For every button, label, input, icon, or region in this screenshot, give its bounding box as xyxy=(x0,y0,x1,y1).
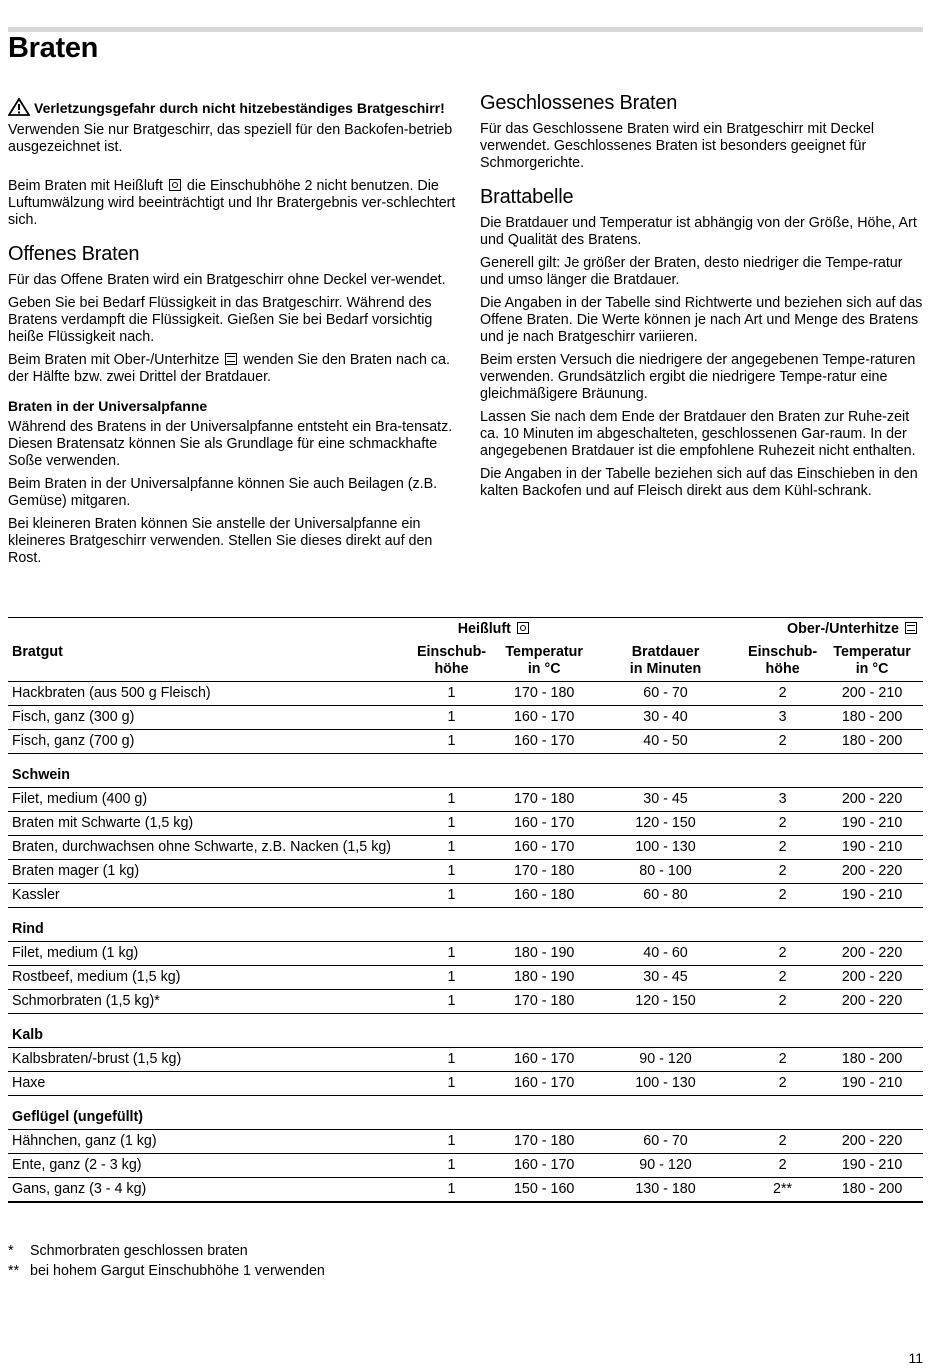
cell-item: Fisch, ganz (300 g) xyxy=(8,706,402,730)
cell-t1: 180 - 190 xyxy=(501,942,587,966)
cell-time: 40 - 50 xyxy=(587,730,744,754)
cell-l2: 2 xyxy=(744,966,821,990)
cell-t1: 160 - 170 xyxy=(501,1154,587,1178)
cell-t1: 160 - 170 xyxy=(501,812,587,836)
section-label: Kalb xyxy=(8,1014,923,1048)
page-title: Braten xyxy=(8,32,99,64)
open-p1: Für das Offene Braten wird ein Bratgeschirr ohne Deckel ver-wendet. xyxy=(8,272,446,288)
hot-air-fan-icon xyxy=(169,179,181,191)
cell-t1: 150 - 160 xyxy=(501,1178,587,1203)
table-p2: Generell gilt: Je größer der Braten, desto niedriger die Tempe-ratur und umso länger die Bratdauer. xyxy=(480,255,903,288)
cell-time: 60 - 70 xyxy=(587,1130,744,1154)
page-number: 11 xyxy=(908,1350,923,1366)
table-row xyxy=(8,1178,923,1203)
cell-item: Filet, medium (400 g) xyxy=(8,788,402,812)
cell-t2: 200 - 220 xyxy=(821,788,923,812)
table-row xyxy=(8,730,923,754)
left-column xyxy=(8,92,458,573)
cell-time: 60 - 80 xyxy=(587,884,744,908)
warning-title: Verletzungsgefahr durch nicht hitzebeständiges Bratgeschirr! xyxy=(34,100,445,116)
cell-time: 120 - 150 xyxy=(587,990,744,1014)
cell-l2: 2 xyxy=(744,1072,821,1096)
open-p3 xyxy=(8,352,458,386)
cell-l1: 1 xyxy=(402,966,502,990)
cell-time: 130 - 180 xyxy=(587,1178,744,1203)
cell-t2: 200 - 220 xyxy=(821,966,923,990)
cell-t1: 170 - 180 xyxy=(501,990,587,1014)
cell-t2: 200 - 220 xyxy=(821,990,923,1014)
warning xyxy=(8,98,458,120)
cell-t1: 160 - 170 xyxy=(501,706,587,730)
cell-l1: 1 xyxy=(402,836,502,860)
table-row xyxy=(8,1072,923,1096)
cell-t1: 160 - 180 xyxy=(501,884,587,908)
table-p4: Beim ersten Versuch die niedrigere der angegebenen Tempe-raturen verwenden. Grundsätzlich ergibt die niedrigere Tempe-ratur eine gleichmäßigere Bräunung. xyxy=(480,352,916,402)
cell-item: Hackbraten (aus 500 g Fleisch) xyxy=(8,682,402,706)
cell-l2: 2 xyxy=(744,1154,821,1178)
cell-time: 100 - 130 xyxy=(587,1072,744,1096)
table-p3: Die Angaben in der Tabelle sind Richtwerte und beziehen sich auf das Offene Braten. Die Werte können je nach Art und Menge des Bratens und je nach Bratgeschirr variieren. xyxy=(480,295,923,345)
cell-l2: 2 xyxy=(744,1048,821,1072)
pan-p2: Beim Braten in der Universalpfanne können Sie auch Beilagen (z.B. Gemüse) mitgaren. xyxy=(8,476,438,509)
cell-t1: 180 - 190 xyxy=(501,966,587,990)
table-p5: Lassen Sie nach dem Ende der Bratdauer den Braten zur Ruhe-zeit ca. 10 Minuten im abgeschalteten, geschlossenen Gar-raum. In der angegebenen Bratdauer ist die empfohlene Ruhezeit nicht enthalten. xyxy=(480,409,916,459)
cell-t2: 190 - 210 xyxy=(821,812,923,836)
table-p1: Die Bratdauer und Temperatur ist abhängig von der Größe, Höhe, Art und Qualität des Bratens. xyxy=(480,215,917,248)
group-header-topbottom xyxy=(744,618,923,642)
table-row xyxy=(8,812,923,836)
cell-l1: 1 xyxy=(402,730,502,754)
section-row xyxy=(8,908,923,942)
cell-item: Braten, durchwachsen ohne Schwarte, z.B. Nacken (1,5 kg) xyxy=(8,836,402,860)
heading-closed-roasting: Geschlossenes Braten xyxy=(480,92,678,114)
cell-item: Kassler xyxy=(8,884,402,908)
top-bottom-heat-icon xyxy=(905,622,917,634)
cell-l2: 2 xyxy=(744,942,821,966)
hotair-paragraph xyxy=(8,178,458,229)
cell-l1: 1 xyxy=(402,1048,502,1072)
cell-t2: 190 - 210 xyxy=(821,1154,923,1178)
open-p3-b: wenden Sie den Braten nach ca. der Hälfte bzw. zwei Drittel der Bratdauer. xyxy=(8,352,450,385)
table-row xyxy=(8,966,923,990)
cell-l2: 3 xyxy=(744,788,821,812)
col-header-item: Bratgut xyxy=(8,641,402,682)
cell-item: Filet, medium (1 kg) xyxy=(8,942,402,966)
group-topbottom-label: Ober-/Unterhitze xyxy=(787,621,900,637)
cell-t1: 170 - 180 xyxy=(501,860,587,884)
table-row xyxy=(8,788,923,812)
cell-l2: 2 xyxy=(744,836,821,860)
warning-text: Verwenden Sie nur Bratgeschirr, das speziell für den Backofen-betrieb ausgezeichnet ist. xyxy=(8,122,453,155)
cell-t2: 200 - 210 xyxy=(821,682,923,706)
heading-open-roasting: Offenes Braten xyxy=(8,243,140,265)
cell-l1: 1 xyxy=(402,682,502,706)
col-header-temp-hotair: Temperatur in °C xyxy=(501,641,587,682)
open-p2: Geben Sie bei Bedarf Flüssigkeit in das Bratgeschirr. Während des Bratens verdampft die Flüssigkeit. Gießen Sie bei Bedarf vorsichtig heiße Flüssigkeit nach. xyxy=(8,295,433,345)
cell-t2: 180 - 200 xyxy=(821,1178,923,1203)
table-row xyxy=(8,1048,923,1072)
cell-t2: 200 - 220 xyxy=(821,942,923,966)
cell-time: 40 - 60 xyxy=(587,942,744,966)
cell-item: Braten mager (1 kg) xyxy=(8,860,402,884)
cell-item: Schmorbraten (1,5 kg)* xyxy=(8,990,402,1014)
cell-item: Haxe xyxy=(8,1072,402,1096)
cell-time: 30 - 45 xyxy=(587,966,744,990)
group-header-hotair xyxy=(402,618,587,642)
cell-t1: 170 - 180 xyxy=(501,682,587,706)
section-row xyxy=(8,1096,923,1130)
table-row xyxy=(8,990,923,1014)
cell-t1: 160 - 170 xyxy=(501,1048,587,1072)
cell-l1: 1 xyxy=(402,1154,502,1178)
table-row xyxy=(8,884,923,908)
cell-l1: 1 xyxy=(402,990,502,1014)
pan-p1: Während des Bratens in der Universalpfanne entsteht ein Bra-tensatz. Diesen Bratensatz können Sie als Grundlage für eine schmackhafte Soße verwenden. xyxy=(8,419,453,469)
section-label: Geflügel (ungefüllt) xyxy=(8,1096,923,1130)
table-row xyxy=(8,942,923,966)
table-row xyxy=(8,1154,923,1178)
cell-l2: 2 xyxy=(744,884,821,908)
right-column xyxy=(480,92,925,506)
cell-item: Kalbsbraten/-brust (1,5 kg) xyxy=(8,1048,402,1072)
heading-universal-pan: Braten in der Universalpfanne xyxy=(8,398,208,414)
col-header-level-hotair: Einschub- höhe xyxy=(402,641,502,682)
cell-l2: 2** xyxy=(744,1178,821,1203)
top-bottom-heat-icon xyxy=(225,353,237,365)
cell-item: Hähnchen, ganz (1 kg) xyxy=(8,1130,402,1154)
cell-t1: 160 - 170 xyxy=(501,730,587,754)
cell-l2: 2 xyxy=(744,990,821,1014)
cell-l1: 1 xyxy=(402,788,502,812)
cell-l2: 2 xyxy=(744,860,821,884)
cell-l1: 1 xyxy=(402,706,502,730)
cell-l1: 1 xyxy=(402,1130,502,1154)
cell-l2: 2 xyxy=(744,1130,821,1154)
roasting-table xyxy=(8,617,923,1203)
table-row xyxy=(8,682,923,706)
cell-l1: 1 xyxy=(402,884,502,908)
table-body xyxy=(8,682,923,1203)
cell-t2: 180 - 200 xyxy=(821,706,923,730)
cell-l2: 2 xyxy=(744,812,821,836)
col-header-level-topbottom: Einschub- höhe xyxy=(744,641,821,682)
hot-air-fan-icon xyxy=(517,622,529,634)
cell-time: 80 - 100 xyxy=(587,860,744,884)
cell-time: 100 - 130 xyxy=(587,836,744,860)
cell-t2: 180 - 200 xyxy=(821,1048,923,1072)
cell-item: Fisch, ganz (700 g) xyxy=(8,730,402,754)
top-rule xyxy=(8,27,923,32)
cell-item: Gans, ganz (3 - 4 kg) xyxy=(8,1178,402,1203)
group-hotair-label: Heißluft xyxy=(457,621,511,637)
col-header-duration: Bratdauer in Minuten xyxy=(587,641,744,682)
cell-t2: 190 - 210 xyxy=(821,1072,923,1096)
cell-l2: 2 xyxy=(744,682,821,706)
cell-time: 90 - 120 xyxy=(587,1154,744,1178)
cell-t2: 200 - 220 xyxy=(821,860,923,884)
cell-l1: 1 xyxy=(402,1178,502,1203)
cell-l2: 2 xyxy=(744,730,821,754)
cell-l1: 1 xyxy=(402,942,502,966)
cell-t2: 200 - 220 xyxy=(821,1130,923,1154)
section-row xyxy=(8,754,923,788)
cell-time: 30 - 40 xyxy=(587,706,744,730)
cell-l2: 3 xyxy=(744,706,821,730)
cell-t1: 170 - 180 xyxy=(501,788,587,812)
cell-t1: 160 - 170 xyxy=(501,1072,587,1096)
table-row xyxy=(8,860,923,884)
section-label: Schwein xyxy=(8,754,923,788)
cell-time: 30 - 45 xyxy=(587,788,744,812)
table-p6: Die Angaben in der Tabelle beziehen sich auf das Einschieben in den kalten Backofen und auf Fleisch direkt aus dem Kühl-schrank. xyxy=(480,466,918,499)
table-row xyxy=(8,1130,923,1154)
heading-roasting-table: Brattabelle xyxy=(480,186,574,208)
pan-p3: Bei kleineren Braten können Sie anstelle der Universalpfanne ein kleineres Bratgeschirr verwenden. Stellen Sie dieses direkt auf den Rost. xyxy=(8,516,433,566)
cell-t2: 190 - 210 xyxy=(821,884,923,908)
section-row xyxy=(8,1014,923,1048)
cell-l1: 1 xyxy=(402,812,502,836)
table-row xyxy=(8,836,923,860)
table-row xyxy=(8,706,923,730)
warning-triangle-icon xyxy=(8,98,30,120)
cell-time: 120 - 150 xyxy=(587,812,744,836)
cell-l1: 1 xyxy=(402,1072,502,1096)
open-p3-a: Beim Braten mit Ober-/Unterhitze xyxy=(8,352,220,368)
hotair-text-b: die Einschubhöhe 2 nicht benutzen. Die Luftumwälzung wird beeinträchtigt und Ihr Bratergebnis ver-schlechtert sich. xyxy=(8,178,456,228)
footnote-2: ** bei hohem Gargut Einschubhöhe 1 verwenden xyxy=(8,1263,325,1279)
cell-item: Rostbeef, medium (1,5 kg) xyxy=(8,966,402,990)
hotair-text-a: Beim Braten mit Heißluft xyxy=(8,178,163,194)
cell-item: Ente, ganz (2 - 3 kg) xyxy=(8,1154,402,1178)
cell-t1: 160 - 170 xyxy=(501,836,587,860)
cell-t2: 180 - 200 xyxy=(821,730,923,754)
cell-t1: 170 - 180 xyxy=(501,1130,587,1154)
cell-time: 60 - 70 xyxy=(587,682,744,706)
section-label: Rind xyxy=(8,908,923,942)
closed-p1: Für das Geschlossene Braten wird ein Bratgeschirr mit Deckel verwendet. Geschlossenes Braten ist besonders geeignet für Schmorgerichte. xyxy=(480,121,875,171)
col-header-temp-topbottom: Temperatur in °C xyxy=(821,641,923,682)
footnote-1: * Schmorbraten geschlossen braten xyxy=(8,1243,248,1259)
cell-l1: 1 xyxy=(402,860,502,884)
cell-t2: 190 - 210 xyxy=(821,836,923,860)
cell-time: 90 - 120 xyxy=(587,1048,744,1072)
cell-item: Braten mit Schwarte (1,5 kg) xyxy=(8,812,402,836)
